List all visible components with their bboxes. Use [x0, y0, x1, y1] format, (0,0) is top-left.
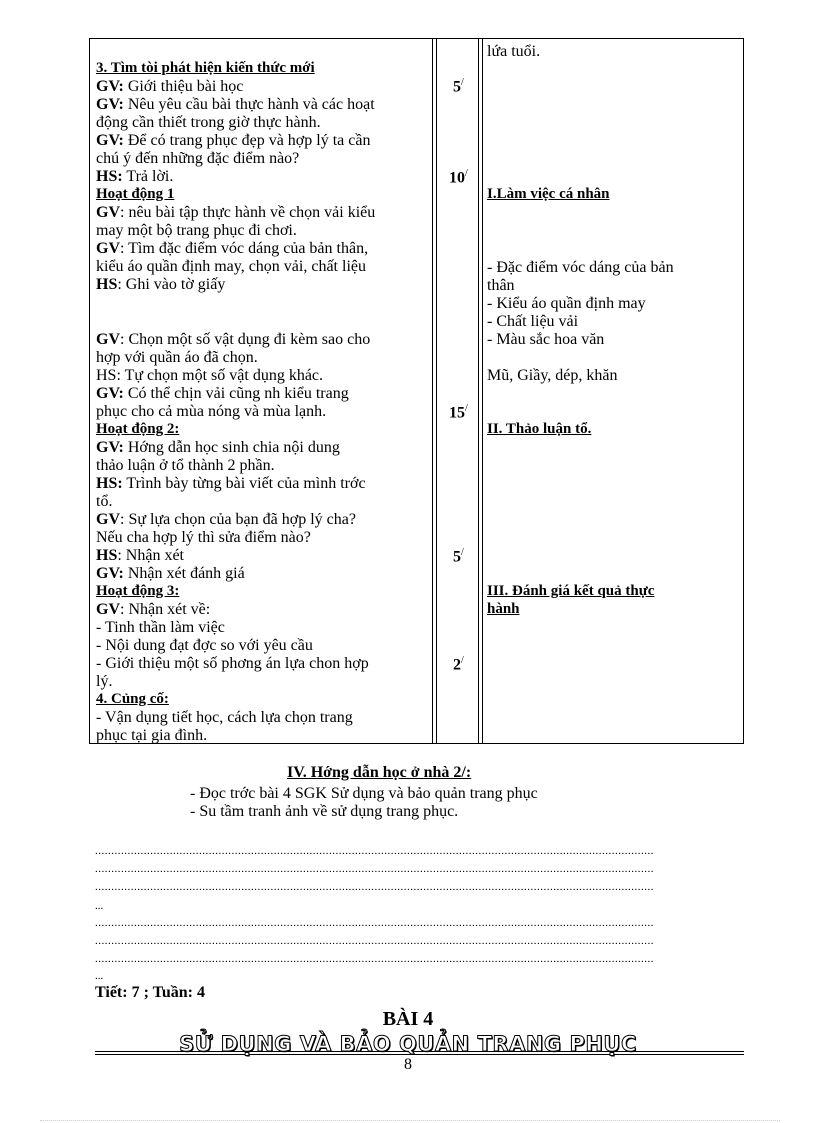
activities-column	[96, 39, 428, 743]
homework-item: - Đọc trớc bài 4 SGK Sử dụng và bảo quản trang phục	[190, 785, 538, 802]
text-line: động cần thiết trong giờ thực hành.	[96, 114, 321, 131]
text-line: tổ.	[96, 493, 113, 510]
note-line: - Kiểu áo quần định may	[487, 295, 646, 312]
note-line: thân	[487, 277, 515, 294]
section-heading: 4. Củng cố:	[96, 691, 169, 707]
text-line: GV: Để có trang phục đẹp và hợp lý ta cần	[96, 132, 371, 149]
duration-label: 10/	[449, 168, 468, 187]
text-line: GV: Nhận xét về:	[96, 601, 211, 618]
text-line: HS: Ghi vào tờ giấy	[96, 276, 226, 293]
text-line: Nếu cha hợp lý thì sửa điểm nào?	[96, 529, 311, 546]
text-line: HS: Trình bày từng bài viết của mình trớc	[96, 475, 366, 492]
text-line: phục cho cả mùa nóng và mùa lạnh.	[96, 403, 327, 420]
note-heading: III. Đánh giá kết quả thực	[487, 583, 655, 599]
text-line: - Vận dụng tiết học, cách lựa chọn trang	[96, 709, 353, 726]
homework-item: - Su tầm tranh ảnh về sử dụng trang phục.	[190, 803, 459, 820]
text-line: GV: Có thể chịn vải cũng nh kiểu trang	[96, 385, 349, 402]
text-line: GV: Giới thiệu bài học	[96, 78, 244, 95]
note-line: Mũ, Giầy, dép, khăn	[487, 367, 618, 384]
dotted-line: ............................................................................................................................................................................	[95, 881, 654, 893]
time-column	[437, 39, 478, 743]
dotted-line: ...	[95, 900, 104, 912]
activity-heading: Hoạt động 3:	[96, 583, 180, 599]
text-line: HS: Nhận xét	[96, 547, 184, 564]
lesson-plan-table	[89, 38, 744, 744]
dotted-line: ............................................................................................................................................................................	[95, 845, 654, 857]
text-line: GV: Chọn một số vật dụng đi kèm sao cho	[96, 331, 371, 348]
homework-heading: IV. Hớng dẫn học ở nhà 2/:	[287, 764, 472, 781]
note-heading: II. Thảo luận tổ.	[487, 421, 592, 437]
text-line: lý.	[96, 673, 113, 690]
text-line: thảo luận ở tổ thành 2 phần.	[96, 457, 275, 474]
text-line: phục tại gia đình.	[96, 727, 208, 744]
note-line: lứa tuổi.	[487, 43, 541, 60]
section-heading: 3. Tìm tòi phát hiện kiến thức mới	[96, 60, 315, 76]
note-line: - Đặc điểm vóc dáng của bản	[487, 259, 674, 276]
dotted-line: ............................................................................................................................................................................	[95, 953, 654, 965]
activity-heading: Hoạt động 1	[96, 186, 175, 202]
text-line: GV: nêu bài tập thực hành về chọn vải kiểu	[96, 204, 376, 221]
lesson-number: BÀI 4	[382, 1008, 434, 1030]
text-line: GV: Nêu yêu cầu bài thực hành và các hoạt	[96, 96, 375, 113]
period-week-label: Tiết: 7 ; Tuần: 4	[95, 984, 205, 1001]
column-divider	[482, 39, 483, 743]
text-line: GV: Sự lựa chọn của bạn đã hợp lý cha?	[96, 511, 356, 528]
page-edge-line	[40, 1120, 780, 1121]
dotted-line: ...	[95, 970, 104, 982]
duration-label: 5/	[453, 77, 464, 96]
note-heading: hành	[487, 601, 520, 617]
duration-label: 5/	[453, 547, 464, 566]
activity-heading: Hoạt động 2:	[96, 421, 180, 437]
dotted-line: ............................................................................................................................................................................	[95, 863, 654, 875]
text-line: kiểu áo quần định may, chọn vải, chất liệu	[96, 258, 366, 275]
duration-label: 2/	[453, 655, 464, 674]
dotted-line: ............................................................................................................................................................................	[95, 917, 654, 929]
text-line: HS: Tự chọn một số vật dụng khác.	[96, 367, 324, 384]
text-line: - Tinh thần làm việc	[96, 619, 225, 636]
note-line: - Chất liệu vải	[487, 313, 579, 330]
text-line: - Nội dung đạt đợc so với yêu cầu	[96, 637, 313, 654]
text-line: GV: Nhận xét đánh giá	[96, 565, 245, 582]
text-line: GV: Hớng dẫn học sinh chia nội dung	[96, 439, 340, 456]
text-line: - Giới thiệu một số phơng án lựa chon hợp	[96, 655, 369, 672]
column-divider	[432, 39, 433, 743]
duration-label: 15/	[449, 403, 468, 422]
lesson-title: SỬ DỤNG VÀ BẢO QUẢN TRANG PHỤC	[179, 1032, 637, 1056]
text-line: chú ý đến những đặc điểm nào?	[96, 150, 300, 167]
column-divider	[478, 39, 479, 743]
page-number: 8	[404, 1056, 412, 1073]
note-heading: I.Làm việc cá nhân	[487, 186, 610, 202]
dotted-line: ............................................................................................................................................................................	[95, 935, 654, 947]
text-line: HS: Trả lời.	[96, 168, 174, 185]
text-line: may một bộ trang phục đi chơi.	[96, 222, 297, 239]
text-line: hợp với quần áo đã chọn.	[96, 349, 258, 366]
text-line: GV: Tìm đặc điểm vóc dáng của bản thân,	[96, 240, 369, 257]
notes-column	[487, 39, 742, 743]
note-line: - Màu sắc hoa văn	[487, 331, 605, 348]
